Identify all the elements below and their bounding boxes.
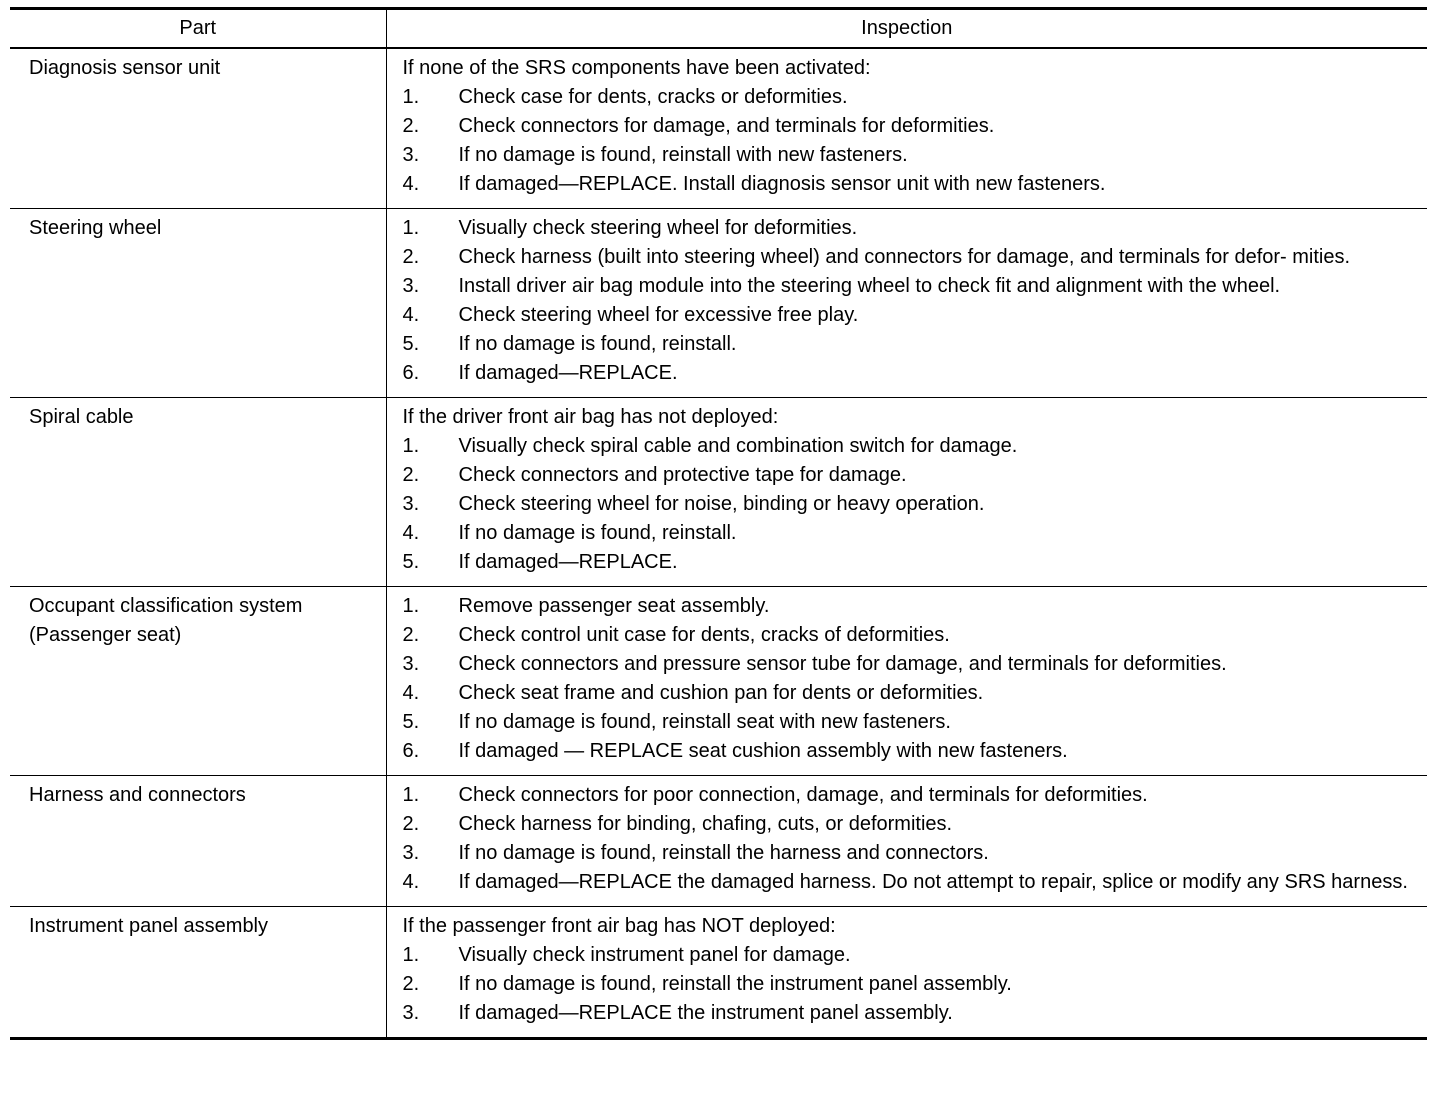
step-text: Check connectors and pressure sensor tube for damage, and terminals for deformities. — [458, 653, 1227, 675]
step-number: 2. — [402, 115, 420, 137]
step-text: If damaged—REPLACE. — [458, 362, 678, 384]
step-number: 6. — [402, 740, 420, 762]
step-number: 6. — [402, 362, 420, 384]
step-number: 2. — [402, 464, 420, 486]
step-text: Visually check steering wheel for deformities. — [458, 217, 858, 239]
step-number: 4. — [402, 522, 420, 544]
step-text: Remove passenger seat assembly. — [458, 595, 770, 617]
step-text: If no damage is found, reinstall seat with new fasteners. — [458, 711, 951, 733]
step-number: 1. — [402, 595, 420, 617]
inspection-step — [403, 461, 1424, 490]
inspection-step — [403, 519, 1424, 548]
column-header-inspection: Inspection — [861, 17, 953, 39]
inspection-step — [403, 679, 1424, 708]
step-text: If no damage is found, reinstall. — [458, 522, 737, 544]
step-number: 2. — [402, 973, 420, 995]
inspection-step — [403, 737, 1424, 766]
table-row — [10, 48, 1427, 209]
step-number: 5. — [402, 551, 420, 573]
step-number: 1. — [402, 435, 420, 457]
inspection-intro: If the passenger front air bag has NOT deployed: — [402, 915, 836, 937]
table-row — [10, 587, 1427, 776]
inspection-step — [403, 810, 1424, 839]
step-text: Check seat frame and cushion pan for dents or deformities. — [458, 682, 984, 704]
table-header-row — [10, 9, 1427, 49]
step-text: If damaged—REPLACE the damaged harness. Do not attempt to repair, splice or modify any SRS harness. — [458, 871, 1408, 893]
inspection-intro: If none of the SRS components have been activated: — [402, 57, 871, 79]
part-name: Harness and connectors — [10, 776, 386, 907]
inspection-step — [403, 970, 1424, 999]
inspection-step — [403, 214, 1424, 243]
step-text: If no damage is found, reinstall with new fasteners. — [458, 144, 908, 166]
step-number: 2. — [402, 624, 420, 646]
step-number: 4. — [402, 871, 420, 893]
step-number: 3. — [402, 1002, 420, 1024]
table-row — [10, 907, 1427, 1039]
inspection-step — [403, 432, 1424, 461]
table-row — [10, 209, 1427, 398]
part-name: Steering wheel — [10, 209, 386, 398]
table-row — [10, 398, 1427, 587]
step-text: If no damage is found, reinstall. — [458, 333, 737, 355]
step-number: 3. — [402, 493, 420, 515]
inspection-step — [403, 621, 1424, 650]
inspection-step — [403, 592, 1424, 621]
part-name: Instrument panel assembly — [10, 907, 386, 1039]
inspection-step — [403, 868, 1424, 897]
step-text: Check connectors for poor connection, damage, and terminals for deformities. — [458, 784, 1148, 806]
inspection-step — [403, 839, 1424, 868]
table-row — [10, 776, 1427, 907]
inspection-cell — [386, 209, 1427, 398]
inspection-step — [403, 490, 1424, 519]
step-text: If damaged—REPLACE. Install diagnosis sensor unit with new fasteners. — [458, 173, 1106, 195]
step-number: 3. — [402, 842, 420, 864]
step-text: If no damage is found, reinstall the harness and connectors. — [458, 842, 989, 864]
part-name: Diagnosis sensor unit — [10, 48, 386, 209]
step-number: 2. — [402, 813, 420, 835]
inspection-step — [403, 999, 1424, 1028]
step-text: Visually check instrument panel for damage. — [458, 944, 851, 966]
step-text: Check harness for binding, chafing, cuts, or deformities. — [458, 813, 953, 835]
step-number: 5. — [402, 333, 420, 355]
step-number: 2. — [402, 246, 420, 268]
inspection-step — [403, 170, 1424, 199]
step-text: Check connectors for damage, and terminals for deformities. — [458, 115, 995, 137]
step-text: If damaged—REPLACE. — [458, 551, 678, 573]
inspection-cell — [386, 587, 1427, 776]
step-text: Check steering wheel for excessive free play. — [458, 304, 859, 326]
inspection-step — [403, 650, 1424, 679]
step-text: Check case for dents, cracks or deformities. — [458, 86, 848, 108]
step-number: 5. — [402, 711, 420, 733]
inspection-step — [403, 708, 1424, 737]
inspection-step — [403, 330, 1424, 359]
step-number: 1. — [402, 86, 420, 108]
step-number: 3. — [402, 144, 420, 166]
inspection-step — [403, 141, 1424, 170]
step-text: Visually check spiral cable and combination switch for damage. — [458, 435, 1018, 457]
inspection-step — [403, 781, 1424, 810]
inspection-step — [403, 272, 1424, 301]
part-name: Spiral cable — [10, 398, 386, 587]
step-text: Check connectors and protective tape for damage. — [458, 464, 907, 486]
column-header-part: Part — [10, 9, 386, 49]
step-number: 4. — [402, 173, 420, 195]
step-text: If damaged — REPLACE seat cushion assembly with new fasteners. — [458, 740, 1068, 762]
inspection-intro: If the driver front air bag has not deployed: — [402, 406, 779, 428]
step-text: Install driver air bag module into the steering wheel to check fit and alignment with the wheel. — [458, 275, 1281, 297]
step-number: 3. — [402, 653, 420, 675]
inspection-document — [10, 7, 1427, 1040]
step-text: Check harness (built into steering wheel) and connectors for damage, and terminals for defor- mities. — [458, 246, 1351, 268]
step-text: Check steering wheel for noise, binding or heavy operation. — [458, 493, 985, 515]
step-number: 4. — [402, 304, 420, 326]
step-text: If damaged—REPLACE the instrument panel assembly. — [458, 1002, 953, 1024]
step-text: Check control unit case for dents, cracks of deformities. — [458, 624, 950, 646]
inspection-step — [403, 941, 1424, 970]
part-name: Occupant classification system (Passenger seat) — [10, 587, 386, 776]
inspection-step — [403, 112, 1424, 141]
inspection-step — [403, 548, 1424, 577]
inspection-cell — [386, 907, 1427, 1039]
inspection-cell — [386, 398, 1427, 587]
inspection-step — [403, 83, 1424, 112]
step-number: 1. — [402, 217, 420, 239]
step-number: 1. — [402, 784, 420, 806]
step-number: 4. — [402, 682, 420, 704]
step-number: 1. — [402, 944, 420, 966]
step-number: 3. — [402, 275, 420, 297]
inspection-cell — [386, 48, 1427, 209]
inspection-step — [403, 359, 1424, 388]
inspection-cell — [386, 776, 1427, 907]
inspection-step — [403, 243, 1424, 272]
step-text: If no damage is found, reinstall the instrument panel assembly. — [458, 973, 1012, 995]
inspection-step — [403, 301, 1424, 330]
inspection-table — [10, 7, 1427, 1040]
